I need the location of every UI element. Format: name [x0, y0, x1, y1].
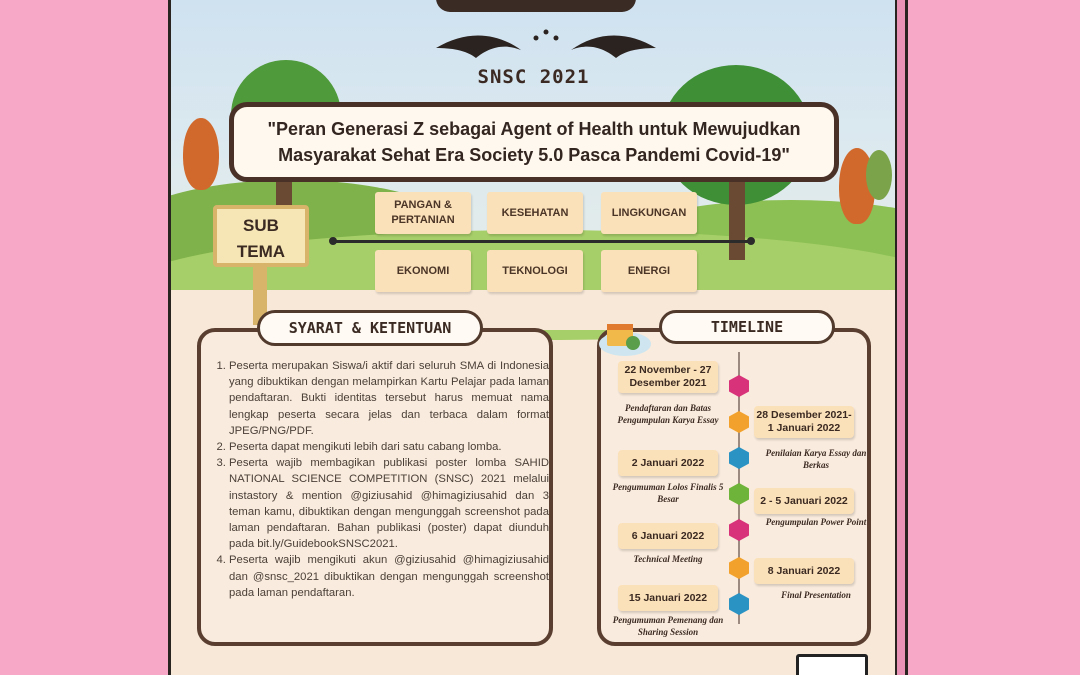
poster: [171, 0, 896, 675]
timeline-title: TIMELINE: [659, 310, 835, 344]
sub-topic-energi: ENERGI: [601, 250, 697, 292]
timeline-date-4: 2 - 5 Januari 2022: [754, 488, 854, 514]
timeline-date-2: 28 Desember 2021- 1 Januari 2022: [754, 406, 854, 438]
sub-topic-connector-line: [333, 240, 751, 243]
timeline-date-1: 22 November - 27 Desember 2021: [618, 361, 718, 393]
sub-topic-ekonomi: EKONOMI: [375, 250, 471, 292]
timeline-date-3: 2 Januari 2022: [618, 450, 718, 476]
sub-tema-sign: [213, 205, 309, 267]
rule-item-3: 3. Peserta wajib membagikan publikasi poster lomba SAHID NATIONAL SCIENCE COMPETITION (SNSC) 2021 melalui instastory & mention @giziusahid @himagiziusahid dan 3 teman kamu, dibuktikan dengan mengunggah screenshot pada laman pendaftaran. Bahan publikasi (poster) dapat diunduh pada bit.ly/GuidebookSNSC2021.: [229, 455, 549, 552]
sub-topic-teknologi: TEKNOLOGI: [487, 250, 583, 292]
timeline-desc-5: Technical Meeting: [633, 554, 703, 564]
timeline-desc-1: Pendaftaran dan Batas Pengumpulan Karya Essay: [617, 403, 719, 425]
sub-tema-label-2: TEMA: [236, 242, 286, 261]
theme-line-1: "Peran Generasi Z sebagai Agent of Health untuk Mewujudkan: [267, 119, 801, 139]
qr-code-icon: [796, 654, 868, 675]
timeline-desc-6: Final Presentation: [781, 590, 851, 600]
timeline-date-5: 6 Januari 2022: [618, 523, 718, 549]
tree-orange-left: [183, 118, 219, 190]
sub-topic-pangan: PANGAN & PERTANIAN: [375, 192, 471, 234]
tree-small-right: [866, 150, 892, 200]
frame-edge: [895, 0, 905, 675]
timeline-desc-7: Pengumuman Pemenang dan Sharing Session: [612, 615, 724, 637]
connector-dot-right: [747, 237, 755, 245]
timeline-date-7: 15 Januari 2022: [618, 585, 718, 611]
timeline-desc-3: Pengumuman Lolos Finalis 5 Besar: [612, 482, 724, 504]
calendar-icon: [599, 318, 655, 358]
timeline-desc-4: Pengumpulan Power Point: [765, 517, 867, 527]
poster-frame: [168, 0, 908, 675]
title-logo-fragment: [436, 0, 636, 12]
theme-banner: [229, 102, 839, 182]
rules-title: SYARAT & KETENTUAN: [257, 310, 483, 346]
rule-item-2: 2. Peserta dapat mengikuti lebih dari satu cabang lomba.: [229, 439, 549, 455]
sub-topic-kesehatan: KESEHATAN: [487, 192, 583, 234]
ornament-swirl-icon: [426, 20, 666, 70]
theme-line-2: Masyarakat Sehat Era Society 5.0 Pasca Pandemi Covid-19": [278, 145, 790, 165]
connector-dot-left: [329, 237, 337, 245]
tree-right-trunk: [729, 180, 745, 260]
rule-item-4: 4. Peserta wajib mengikuti akun @giziusahid @himagiziusahid dan @snsc_2021 dibuktikan dengan mengunggah screenshot pada laman pendaftaran.: [229, 552, 549, 601]
sub-tema-label-1: SUB: [243, 216, 279, 235]
timeline-date-6: 8 Januari 2022: [754, 558, 854, 584]
event-code: SNSC 2021: [477, 66, 590, 88]
timeline-desc-2: Penilaian Karya Essay dan Berkas: [765, 448, 867, 470]
sub-topic-lingkungan: LINGKUNGAN: [601, 192, 697, 234]
rules-list: [215, 358, 549, 601]
rule-item-1: 1. Peserta merupakan Siswa/i aktif dari seluruh SMA di Indonesia yang dibuktikan dengan melampirkan Kartu Pelajar pada laman pendaftaran. Bukti identitas tersebut harus memuat nama lengkap peserta secara jelas dan terbaca dalam format JPEG/PNG/PDF.: [229, 358, 549, 439]
